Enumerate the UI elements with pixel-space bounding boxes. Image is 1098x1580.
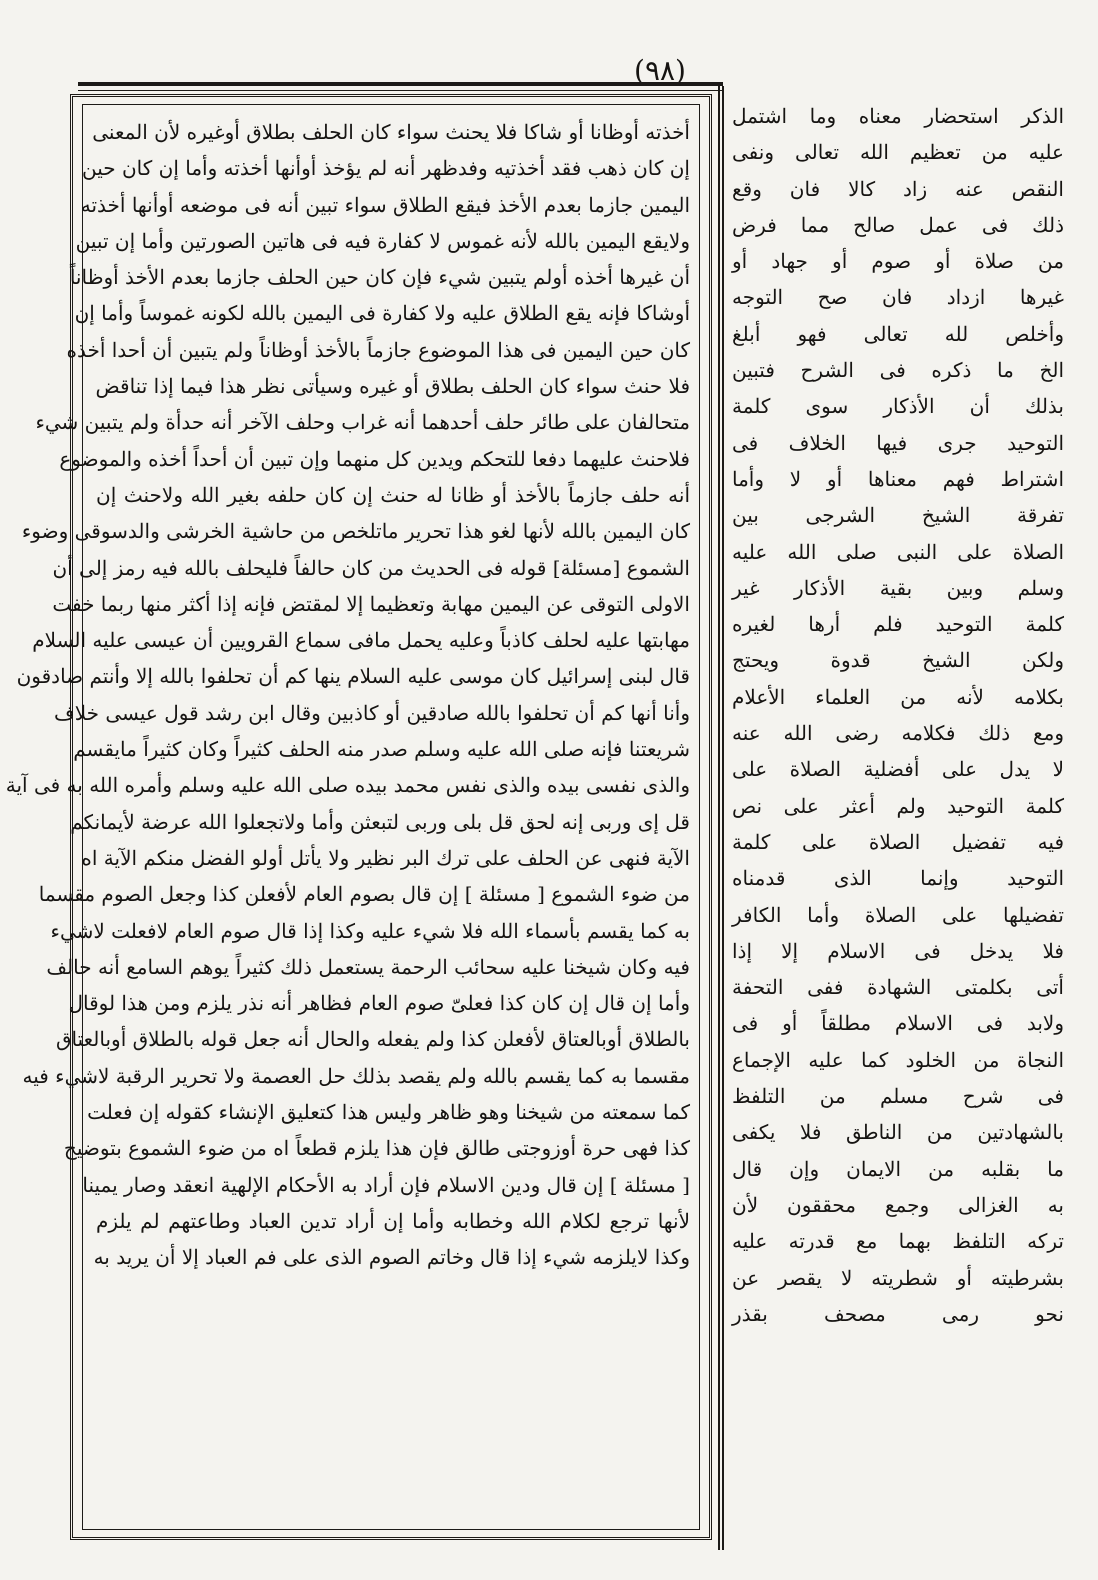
side-text-line: كلمة التوحيد فلم أرها لغيره bbox=[732, 612, 1064, 637]
page-number: (٩٨) bbox=[634, 54, 686, 87]
side-text-line: النجاة من الخلود كما عليه الإجماع bbox=[732, 1047, 1064, 1072]
main-text-line: به كما يقسم بأسماء الله فلا شيء عليه وكذا إذا قال صوم العام لافعلت لاشيء bbox=[50, 918, 690, 943]
main-text-line: قال لبنى إسرائيل كان موسى عليه السلام ينها كم أن تحلفوا بالله إلا وأنتم صادقون bbox=[16, 664, 690, 689]
side-text-line: النقص عنه زاد كالا فان وقع bbox=[732, 176, 1064, 201]
main-text-line: وكذا لايلزمه شيء إذا قال وخاتم الصوم الذى على فم العباد إلا أن يريد به bbox=[93, 1245, 690, 1270]
main-text-line: اليمين جازما بعدم الأخذ فيقع الطلاق سواء تبين أنه فى موضعه أوأنها أخذته bbox=[80, 192, 690, 217]
side-text-line: فيه تفضيل الصلاة على كلمة bbox=[732, 829, 1064, 854]
side-text-line: تركه التلفظ بهما مع قدرته عليه bbox=[732, 1229, 1064, 1254]
main-text-block bbox=[5, 114, 690, 1276]
side-text-line: ومع ذلك فكلامه رضى الله عنه bbox=[732, 721, 1064, 746]
side-text-line: بكلامه لأنه من العلماء الأعلام bbox=[732, 684, 1064, 709]
side-text-line: ولابد فى الاسلام مطلقاً أو فى bbox=[732, 1011, 1064, 1036]
side-text-line: من صلاة أو صوم أو جهاد أو bbox=[732, 249, 1064, 274]
side-text-line: ولكن الشيخ قدوة ويحتج bbox=[732, 648, 1064, 673]
side-text-line: بشرطيته أو شطريته لا يقصر عن bbox=[732, 1265, 1064, 1290]
side-text-line: نحو رمى مصحف بقذر bbox=[732, 1301, 1064, 1326]
side-text-line: لا يدل على أفضلية الصلاة على bbox=[732, 757, 1064, 782]
side-text-line: به الغزالى وجمع محققون لأن bbox=[732, 1192, 1064, 1217]
side-text-line: ما بقلبه من الايمان وإن قال bbox=[732, 1156, 1064, 1181]
side-text-line: بالشهادتين من الناطق فلا يكفى bbox=[732, 1120, 1064, 1145]
main-text-line: والذى نفسى بيده والذى نفس محمد بيده صلى الله عليه وسلم وأمره الله به فى آية bbox=[5, 773, 690, 798]
side-text-line: عليه من تعظيم الله تعالى ونفى bbox=[732, 140, 1064, 165]
side-text-line: وأخلص لله تعالى فهو أبلغ bbox=[732, 321, 1064, 346]
main-text-line: فلاحنث عليهما دفعا للتحكم ويدين كل منهما وإن تبين أن أحداً أخذه والموضوع bbox=[59, 446, 690, 471]
top-rule-thin bbox=[78, 90, 723, 91]
main-text-line: من ضوء الشموع [ مسئلة ] إن قال بصوم العام لأفعلن كذا وجعل الصوم مقسما bbox=[38, 882, 690, 907]
main-text-line: إن كان ذهب فقد أخذتيه وفدظهر أنه لم يؤخذ أوأنها أخذته وأما إن كان حين bbox=[81, 156, 690, 181]
main-text-line: لأنها ترجع لكلام الله وخطابه وأما إن أراد تدين العباد وطاعتهم لم يلزم bbox=[96, 1208, 690, 1233]
side-text-line: الذكر استحضار معناه وما اشتمل bbox=[732, 104, 1064, 128]
side-text-line: تفضيلها على الصلاة وأما الكافر bbox=[732, 902, 1064, 927]
main-text-line: فيه وكان شيخنا عليه سحائب الرحمة يستعمل ذلك كثيراً يوهم السامع أنه حالف bbox=[46, 954, 690, 979]
main-text-line: وأما إن قال إن كان كذا فعلىّ صوم العام فظاهر أنه نذر يلزم ومن هذا لوقال bbox=[68, 991, 690, 1016]
side-text-line: اشتراط فهم معناها أو لا وأما bbox=[732, 466, 1064, 491]
side-text-line: كلمة التوحيد ولم أعثر على نص bbox=[732, 793, 1064, 818]
main-text-line: فلا حنث سواء كان الحلف بطلاق أو غيره وسيأتى نظر هذا فيما إذا تناقض bbox=[95, 374, 690, 399]
main-text-line: متحالفان على طائر حلف أحدهما أنه غراب وحلف الآخر أنه حدأة ولم يتبين شيء bbox=[35, 410, 690, 435]
side-text-line: تفرقة الشيخ الشرجى بين bbox=[732, 503, 1064, 528]
main-text-line: الاولى التوقى عن اليمين مهابة وتعظيما إلا لمقتض فإنه إذا أكثر منها ربما خفت bbox=[52, 591, 690, 616]
main-text-line: قل إى وربى إنه لحق قل بلى وربى لتبعثن وأما ولاتجعلوا الله عرضة لأيمانكم bbox=[70, 809, 690, 834]
main-text-line: أخذته أوظانا أو شاكا فلا يحنث سواء كان الحلف بطلاق أوغيره لأن المعنى bbox=[92, 120, 690, 144]
side-text-line: التوحيد وإنما الذى قدمناه bbox=[732, 866, 1064, 891]
side-text-line: فلا يدخل فى الاسلام إلا إذا bbox=[732, 938, 1064, 963]
main-text-line: أن غيرها أخذه أولم يتبين شيء فإن كان حين الحلف جازما بعدم الأخذ أوظاناً bbox=[69, 265, 690, 290]
column-divider bbox=[718, 86, 724, 1550]
side-commentary-block bbox=[732, 98, 1064, 1332]
side-text-line: فى شرح مسلم من التلفظ bbox=[732, 1084, 1064, 1109]
main-text-line: مهابتها عليه لحلف كاذباً وعليه يحمل مافى سماع القرويين أن عيسى عليه السلام bbox=[32, 628, 690, 653]
main-text-line: الآية فنهى عن الحلف على ترك البر نظير ولا يأتل أولو الفضل منكم الآية اه bbox=[81, 845, 690, 870]
main-text-line: شريعتنا فإنه صلى الله عليه وسلم صدر منه الحلف كثيراً وكان كثيراً مايقسم bbox=[73, 737, 690, 762]
main-text-line: كان اليمين بالله لأنها لغو هذا تحرير ماتلخص من حاشية الخرشى والدسوقى وضوء bbox=[21, 519, 690, 544]
main-text-line: بالطلاق أوبالعتاق لأفعلن كذا ولم يفعله والحال أنه جعل قوله بالطلاق أوبالعتاق bbox=[55, 1027, 690, 1052]
main-text-line: الشموع [مسئلة] قوله فى الحديث من كان حالفاً فليحلف بالله فيه رمز إلى أن bbox=[52, 555, 690, 580]
side-text-line: أتى بكلمتى الشهادة ففى التحفة bbox=[732, 975, 1064, 1000]
main-text-line: وأنا أنها كم أن تحلفوا بالله صادقين أو كاذبين وقال ابن رشد قول عيسى خلاف bbox=[54, 700, 690, 725]
side-text-line: بذلك أن الأذكار سوى كلمة bbox=[732, 394, 1064, 419]
top-rule bbox=[78, 82, 723, 86]
main-text-line: أوشاكا فإنه يقع الطلاق عليه ولا كفارة فى اليمين بالله لكونه غموساً وأما إن bbox=[74, 301, 690, 326]
side-text-line: التوحيد جرى فيها الخلاف فى bbox=[732, 430, 1064, 455]
main-text-line: كان حين اليمين فى هذا الموضوع جازماً بالأخذ أوظاناً ولم يتبين أن أحدا أخذه bbox=[66, 337, 690, 362]
main-text-line: ولايقع اليمين بالله لأنه غموس لا كفارة فيه فى هاتين الصورتين وأما إن تبين bbox=[75, 228, 690, 253]
main-text-line: مقسما به كما يقسم بالله ولم يقصد بذلك حل العصمة ولا تحرير الرقبة لاشيء فيه bbox=[22, 1063, 690, 1088]
side-text-line: الصلاة على النبى صلى الله عليه bbox=[732, 539, 1064, 564]
main-text-line: كما سمعته من شيخنا وهو ظاهر وليس هذا كتعليق الإنشاء كقوله إن فعلت bbox=[87, 1100, 690, 1125]
main-text-line: أنه حلف جازماً بالأخذ أو ظانا له حنث إن كان حلفه بغير الله ولاحنث إن bbox=[96, 482, 690, 507]
side-text-line: غيرها ازداد فان صح التوجه bbox=[732, 285, 1064, 310]
side-text-line: وسلم وبين بقية الأذكار غير bbox=[732, 575, 1064, 600]
side-text-line: ذلك فى عمل صالح مما فرض bbox=[732, 212, 1064, 237]
side-text-line: الخ ما ذكره فى الشرح فتبين bbox=[732, 358, 1064, 383]
main-text-line: كذا فهى حرة أوزوجتى طالق فإن هذا يلزم قطعاً اه من ضوء الشموع بتوضيح bbox=[63, 1136, 690, 1161]
main-text-line: [ مسئلة ] إن قال ودين الاسلام فإن أراد به الأحكام الإلهية انعقد وصار يمينا bbox=[82, 1172, 690, 1197]
